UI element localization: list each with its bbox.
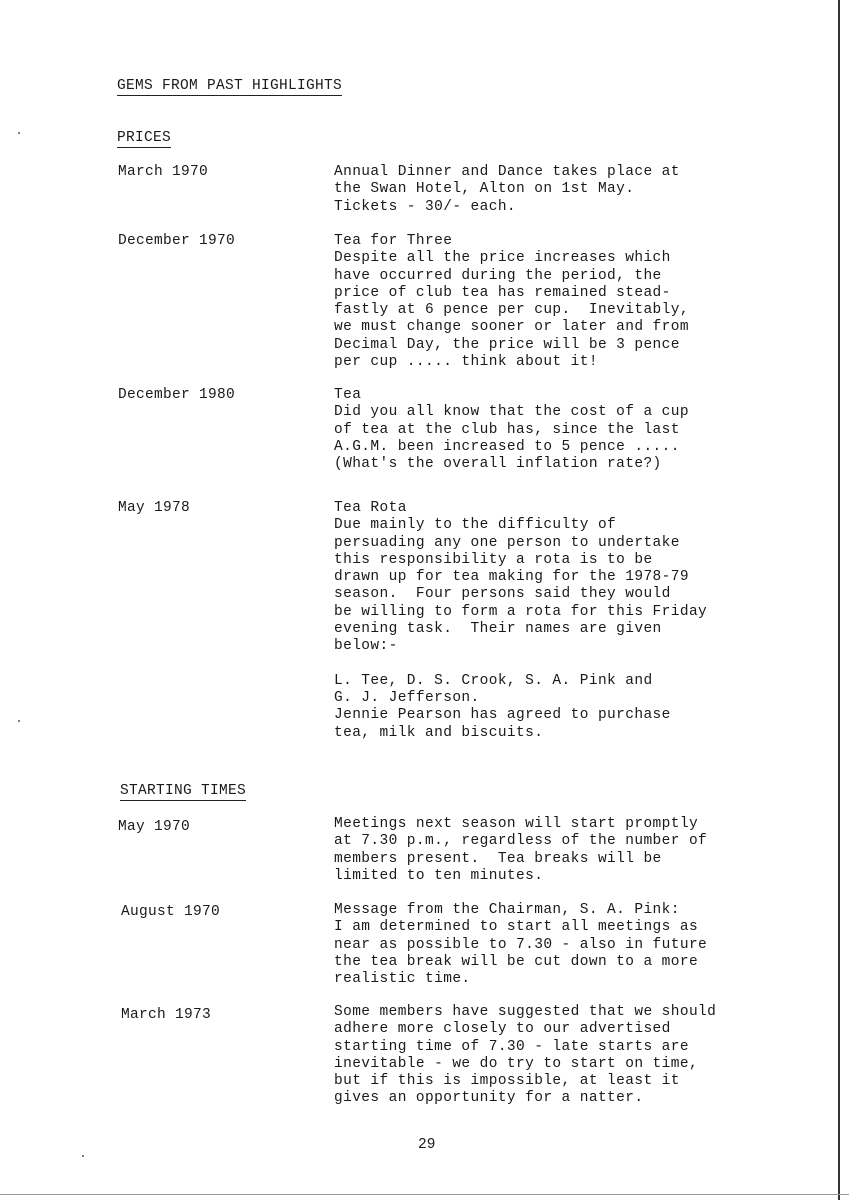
text-line: Annual Dinner and Dance takes place at: [334, 164, 680, 180]
entry-text: [334, 500, 774, 742]
text-line: persuading any one person to undertake: [334, 534, 680, 551]
text-line: Tea: [334, 387, 362, 403]
text-line: Decimal Day, the price will be 3 pence: [334, 336, 680, 353]
entry-date: May 1970: [118, 819, 191, 835]
text-line: but if this is impossible, at least it: [334, 1073, 680, 1090]
text-line: Tickets - 30/- each.: [334, 198, 517, 215]
entry-text: [334, 233, 774, 371]
text-line: at 7.30 p.m., regardless of the number of: [334, 833, 708, 850]
text-line: fastly at 6 pence per cup. Inevitably,: [334, 302, 689, 319]
entry-text: [334, 164, 774, 216]
text-line: the tea break will be cut down to a more: [334, 953, 699, 970]
scan-speck: [18, 720, 20, 722]
text-line: A.G.M. been increased to 5 pence .....: [334, 438, 680, 455]
entry-date: August 1970: [121, 904, 221, 920]
text-line: members present. Tea breaks will be: [334, 850, 662, 867]
page-title: GEMS FROM PAST HIGHLIGHTS: [117, 78, 343, 94]
entry-date: December 1970: [118, 233, 236, 249]
entry-date: March 1970: [118, 164, 209, 180]
text-line: Some members have suggested that we should: [334, 1004, 717, 1020]
text-line: Message from the Chairman, S. A. Pink:: [334, 902, 680, 918]
text-line: G. J. Jefferson.: [334, 689, 480, 706]
text-line: evening task. Their names are given: [334, 621, 662, 638]
text-line: gives an opportunity for a natter.: [334, 1090, 644, 1107]
text-line: starting time of 7.30 - late starts are: [334, 1038, 689, 1055]
text-line: we must change sooner or later and from: [334, 319, 689, 336]
text-line: of tea at the club has, since the last: [334, 421, 680, 438]
text-line: Tea Rota: [334, 500, 407, 516]
section-heading-starting-times: STARTING TIMES: [120, 783, 247, 799]
entry-text: [334, 902, 774, 988]
text-line: per cup ..... think about it!: [334, 354, 598, 371]
text-line: Due mainly to the difficulty of: [334, 517, 617, 534]
entry-text: [334, 816, 774, 885]
text-line: tea, milk and biscuits.: [334, 724, 544, 741]
scan-edge-line: [838, 0, 840, 1200]
text-line: drawn up for tea making for the 1978-79: [334, 569, 689, 586]
entry-date: May 1978: [118, 500, 191, 516]
text-line: near as possible to 7.30 - also in future: [334, 936, 708, 953]
page-number: 29: [418, 1137, 436, 1153]
text-line: Despite all the price increases which: [334, 250, 671, 267]
section-heading-prices: PRICES: [117, 130, 172, 146]
text-line: price of club tea has remained stead-: [334, 284, 671, 301]
scan-speck: [18, 132, 20, 134]
text-line: I am determined to start all meetings as: [334, 919, 699, 936]
text-line: the Swan Hotel, Alton on 1st May.: [334, 181, 635, 198]
text-line: adhere more closely to our advertised: [334, 1021, 671, 1038]
text-line: realistic time.: [334, 971, 471, 988]
text-line: L. Tee, D. S. Crook, S. A. Pink and: [334, 672, 653, 689]
text-line: (What's the overall inflation rate?): [334, 456, 662, 473]
entry-text: [334, 387, 774, 473]
text-line: Did you all know that the cost of a cup: [334, 404, 689, 421]
text-line: inevitable - we do try to start on time,: [334, 1055, 699, 1072]
text-line: Tea for Three: [334, 233, 453, 249]
text-line: have occurred during the period, the: [334, 267, 662, 284]
text-line: Jennie Pearson has agreed to purchase: [334, 707, 671, 724]
text-line: this responsibility a rota is to be: [334, 551, 653, 568]
text-line: be willing to form a rota for this Friday: [334, 603, 708, 620]
scan-edge-line-bottom: [0, 1194, 849, 1195]
text-line: below:-: [334, 638, 398, 655]
entry-text: [334, 1004, 774, 1108]
paragraph-gap: [334, 656, 774, 673]
text-line: season. Four persons said they would: [334, 586, 671, 603]
entry-date: December 1980: [118, 387, 236, 403]
scan-speck: [82, 1155, 84, 1157]
text-line: limited to ten minutes.: [334, 867, 544, 884]
entry-date: March 1973: [121, 1007, 212, 1023]
text-line: Meetings next season will start promptly: [334, 816, 699, 832]
